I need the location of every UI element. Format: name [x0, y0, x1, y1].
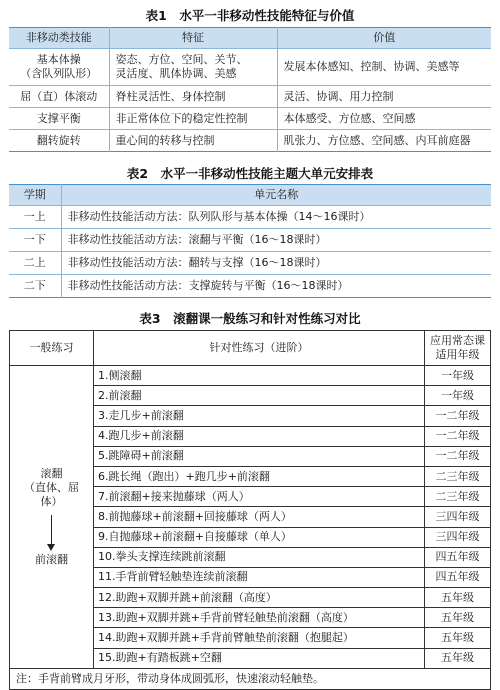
table1-cell-value: 发展本体感知、控制、协调、美感等 — [277, 49, 491, 86]
table3-cell-exercise: 5.跳障碍+前滚翻 — [94, 446, 425, 466]
table2 — [9, 184, 491, 298]
table-row — [10, 366, 491, 386]
table-row — [9, 206, 491, 229]
table3-general-cell — [10, 366, 94, 669]
table3-cell-grade: 二三年级 — [425, 466, 491, 486]
table1-header-skill: 非移动类技能 — [9, 28, 109, 49]
table2-header-unit: 单元名称 — [61, 185, 491, 206]
table3 — [9, 330, 491, 690]
table2-cell-unit: 非移动性技能活动方法：滚翻与平衡（16～18课时） — [61, 229, 491, 252]
table3-cell-exercise: 9.自抛藤球+前滚翻+自接藤球（单人） — [94, 527, 425, 547]
table3-cell-exercise: 7.前滚翻+接来抛藤球（两人） — [94, 487, 425, 507]
table2-cell-term: 二下 — [23, 279, 46, 292]
table2-cell-term: 一下 — [9, 229, 61, 252]
table1-cell-feature: 重心间的转移与控制 — [109, 130, 277, 152]
table1-cell-skill: 基本体操 （含队列队形） — [9, 49, 109, 86]
table3-cell-exercise: 1.侧滚翻 — [94, 366, 425, 386]
table3-cell-exercise: 6.跳长绳（跑出）+跑几步+前滚翻 — [94, 466, 425, 486]
table2-cell-unit: 非移动性技能活动方法：队列队形与基本体操（14～16课时） — [61, 206, 491, 229]
table2-caption: 表2 水平一非移动性技能主题大单元安排表 — [126, 166, 374, 181]
table1-cell-feature: 脊柱灵活性、身体控制 — [109, 86, 277, 108]
table3-cell-exercise: 4.跑几步+前滚翻 — [94, 426, 425, 446]
table3-cell-grade: 一二年级 — [425, 426, 491, 446]
table3-cell-grade: 一年级 — [425, 386, 491, 406]
table1-cell-skill: 翻转旋转 — [36, 133, 81, 147]
table3-header-row — [10, 331, 491, 366]
table3-cell-exercise: 10.拳头支撑连续跳前滚翻 — [94, 547, 425, 567]
table3-caption: 表3 滚翻课一般练习和针对性练习对比 — [139, 311, 361, 326]
table3-cell-grade: 一年级 — [425, 366, 491, 386]
down-arrow-icon — [51, 515, 52, 545]
table3-general-top: 滚翻 （直体、屈体） — [24, 466, 79, 508]
table3-cell-exercise: 2.前滚翻 — [94, 386, 425, 406]
table1-cell-value: 本体感受、方位感、空间感 — [277, 108, 491, 130]
table1 — [9, 27, 491, 152]
table2-header-row — [9, 185, 491, 206]
table2-cell-unit: 非移动性技能活动方法：翻转与支撑（16～18课时） — [61, 252, 491, 275]
table3-cell-grade: 三四年级 — [425, 527, 491, 547]
table3-cell-grade: 四五年级 — [425, 567, 491, 587]
table3-note: 注：手背前臂成月牙形，带动身体成圆弧形，快速滚动轻触垫。 — [10, 668, 491, 689]
table3-cell-grade: 五年级 — [425, 608, 491, 628]
table1-cell-value: 灵活、协调、用力控制 — [277, 86, 491, 108]
table3-cell-grade: 五年级 — [425, 648, 491, 668]
table3-cell-exercise: 12.助跑+双脚并跳+前滚翻（高度） — [94, 588, 425, 608]
table2-cell-term: 一上 — [9, 206, 61, 229]
table1-header-row — [9, 28, 491, 49]
table3-cell-exercise: 14.助跑+双脚并跳+手背前臂触垫前滚翻（抱腿起） — [94, 628, 425, 648]
table1-cell-skill: 支撑平衡 — [9, 108, 109, 130]
table1-header-feature: 特征 — [109, 28, 277, 49]
table3-cell-grade: 二三年级 — [425, 487, 491, 507]
table3-cell-exercise: 3.走几步+前滚翻 — [94, 406, 425, 426]
table3-cell-exercise: 8.前抛藤球+前滚翻+回接藤球（两人） — [94, 507, 425, 527]
table3-note-row — [10, 668, 491, 689]
table3-cell-exercise: 15.助跑+有踏板跳+空翻 — [94, 648, 425, 668]
table-row — [9, 86, 491, 108]
table1-cell-feature: 姿态、方位、空间、关节、 灵活度、肌体协调、美感 — [109, 49, 277, 86]
table3-cell-exercise: 11.手背前臂轻触垫连续前滚翻 — [94, 567, 425, 587]
table3-cell-exercise: 13.助跑+双脚并跳+手背前臂轻触垫前滚翻（高度） — [94, 608, 425, 628]
table2-header-term: 学期 — [9, 185, 61, 206]
table3-cell-grade: 一二年级 — [425, 406, 491, 426]
table-row — [9, 275, 491, 298]
table2-cell-term: 二上 — [9, 252, 61, 275]
table3-cell-grade: 四五年级 — [425, 547, 491, 567]
table3-general-bottom: 前滚翻 — [35, 552, 68, 566]
table1-caption: 表1 水平一非移动性技能特征与价值 — [145, 8, 355, 23]
table-row — [9, 229, 491, 252]
table3-header-general: 一般练习 — [10, 331, 94, 366]
table-row — [9, 108, 491, 130]
table3-cell-grade: 一二年级 — [425, 446, 491, 466]
table1-cell-feature: 非正常体位下的稳定性控制 — [109, 108, 277, 130]
table3-header-targeted: 针对性练习（进阶） — [94, 331, 425, 366]
table-row — [9, 130, 491, 152]
table3-header-grade: 应用常态课 适用年级 — [425, 331, 491, 366]
table-row — [9, 252, 491, 275]
table3-cell-grade: 五年级 — [425, 628, 491, 648]
table-row — [9, 49, 491, 86]
table3-cell-grade: 五年级 — [425, 588, 491, 608]
table1-cell-skill: 屈（直）体滚动 — [9, 86, 109, 108]
table1-cell-value: 肌张力、方位感、空间感、内耳前庭器 — [277, 130, 491, 152]
table2-cell-unit: 非移动性技能活动方法：支撑旋转与平衡（16～18课时） — [61, 275, 491, 298]
table3-cell-grade: 三四年级 — [425, 507, 491, 527]
table1-header-value: 价值 — [277, 28, 491, 49]
